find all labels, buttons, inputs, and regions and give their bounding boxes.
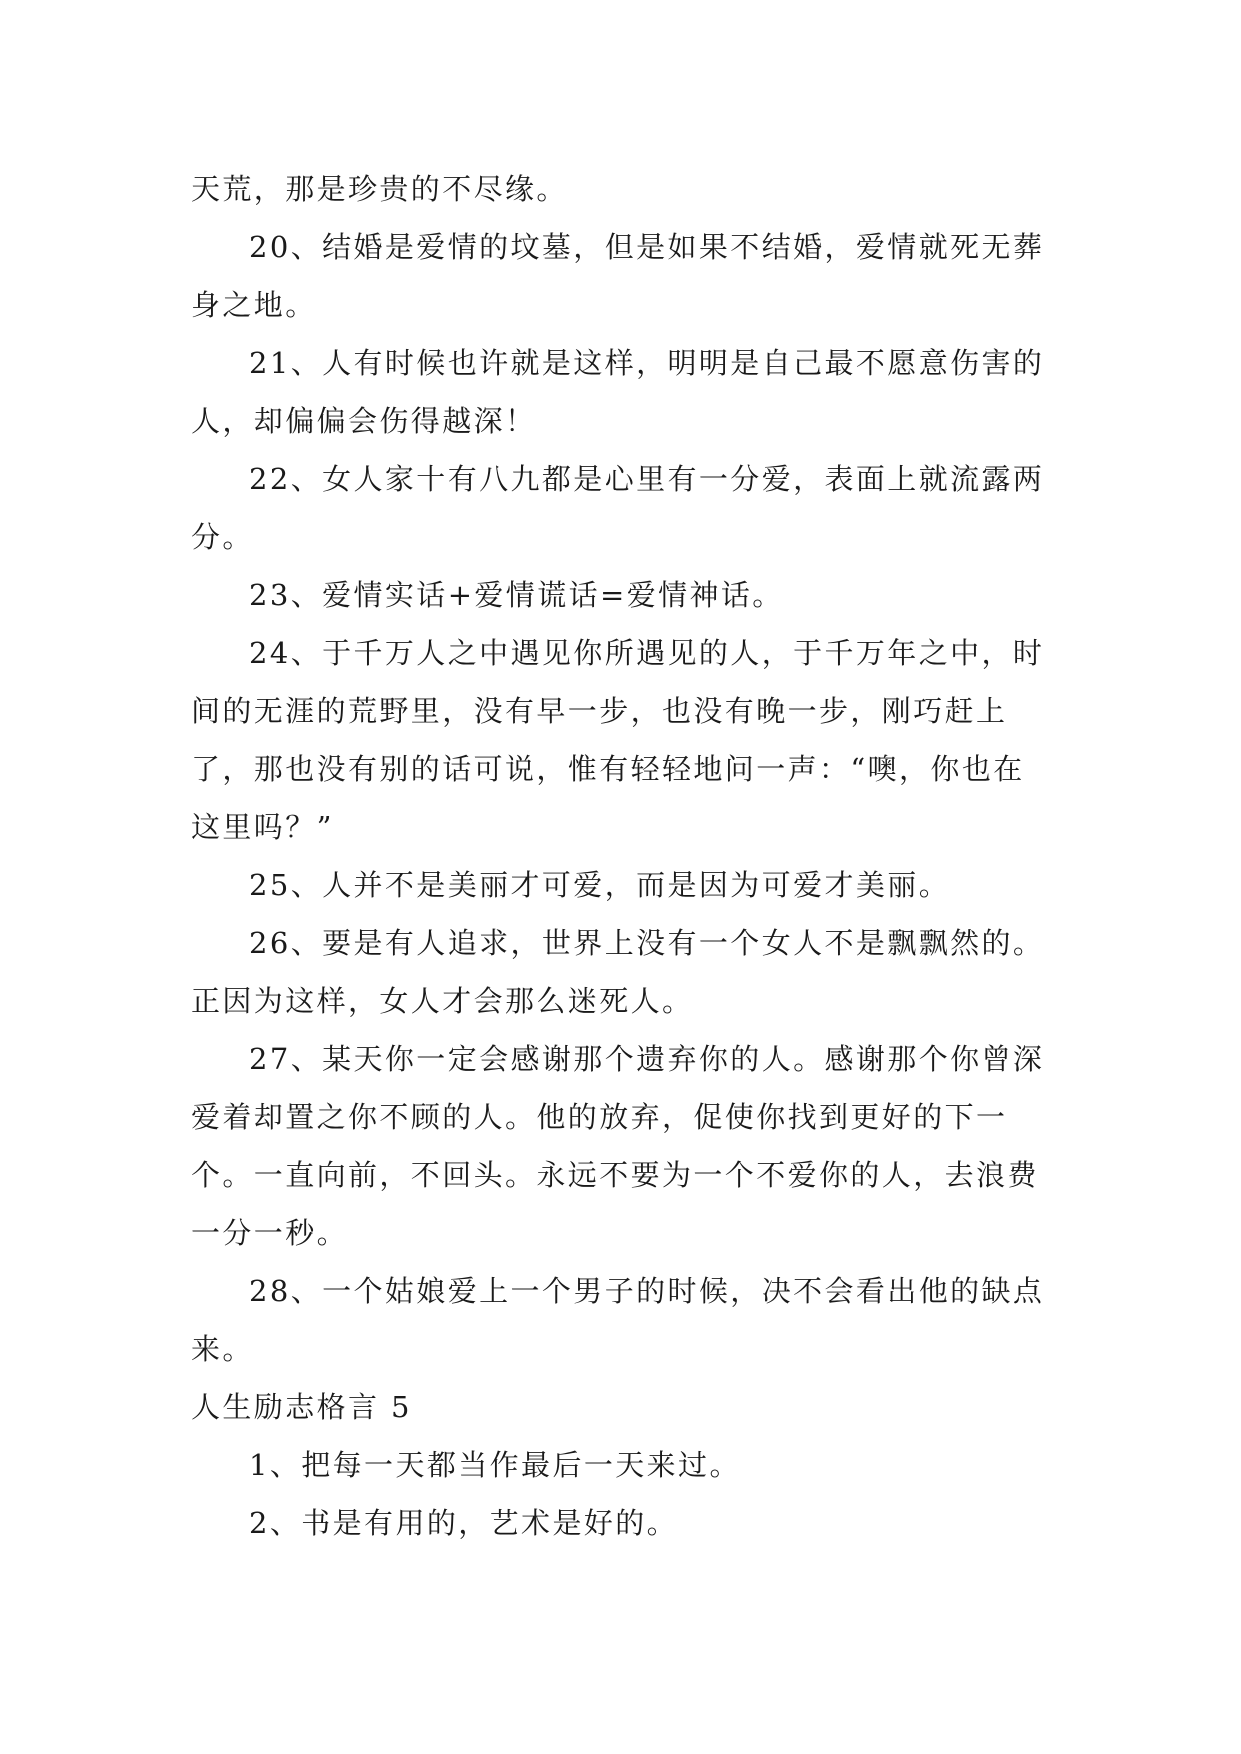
paragraph-23: 23、爱情实话+爱情谎话=爱情神话。 [249,578,784,612]
section-item-2: 2、书是有用的，艺术是好的。 [249,1506,679,1540]
section-heading: 人生励志格言 5 [191,1390,412,1424]
paragraph-28: 28、一个姑娘爱上一个男子的时候，决不会看出他的缺点来。 [191,1274,1045,1366]
paragraph-20: 20、结婚是爱情的坟墓，但是如果不结婚，爱情就死无葬身之地。 [191,230,1045,322]
paragraph-19-continuation: 天荒，那是珍贵的不尽缘。 [191,172,568,206]
paragraph-25: 25、人并不是美丽才可爱，而是因为可爱才美丽。 [249,868,951,902]
paragraph-21: 21、人有时候也许就是这样，明明是自己最不愿意伤害的人，却偏偏会伤得越深！ [191,346,1045,438]
paragraph-22: 22、女人家十有八九都是心里有一分爱，表面上就流露两分。 [191,462,1045,554]
document-body [191,160,1051,1552]
section-item-1: 1、把每一天都当作最后一天来过。 [249,1448,741,1482]
paragraph-24: 24、于千万人之中遇见你所遇见的人，于千万年之中，时间的无涯的荒野里，没有早一步，也没有晚一步，刚巧赶上了，那也没有别的话可说，惟有轻轻地问一声：“噢，你也在这里吗？” [191,636,1045,844]
paragraph-26: 26、要是有人追求，世界上没有一个女人不是飘飘然的。正因为这样，女人才会那么迷死人。 [191,926,1045,1018]
paragraph-27: 27、某天你一定会感谢那个遗弃你的人。感谢那个你曾深爱着却置之你不顾的人。他的放弃，促使你找到更好的下一个。一直向前，不回头。永远不要为一个不爱你的人，去浪费一分一秒。 [191,1042,1045,1250]
